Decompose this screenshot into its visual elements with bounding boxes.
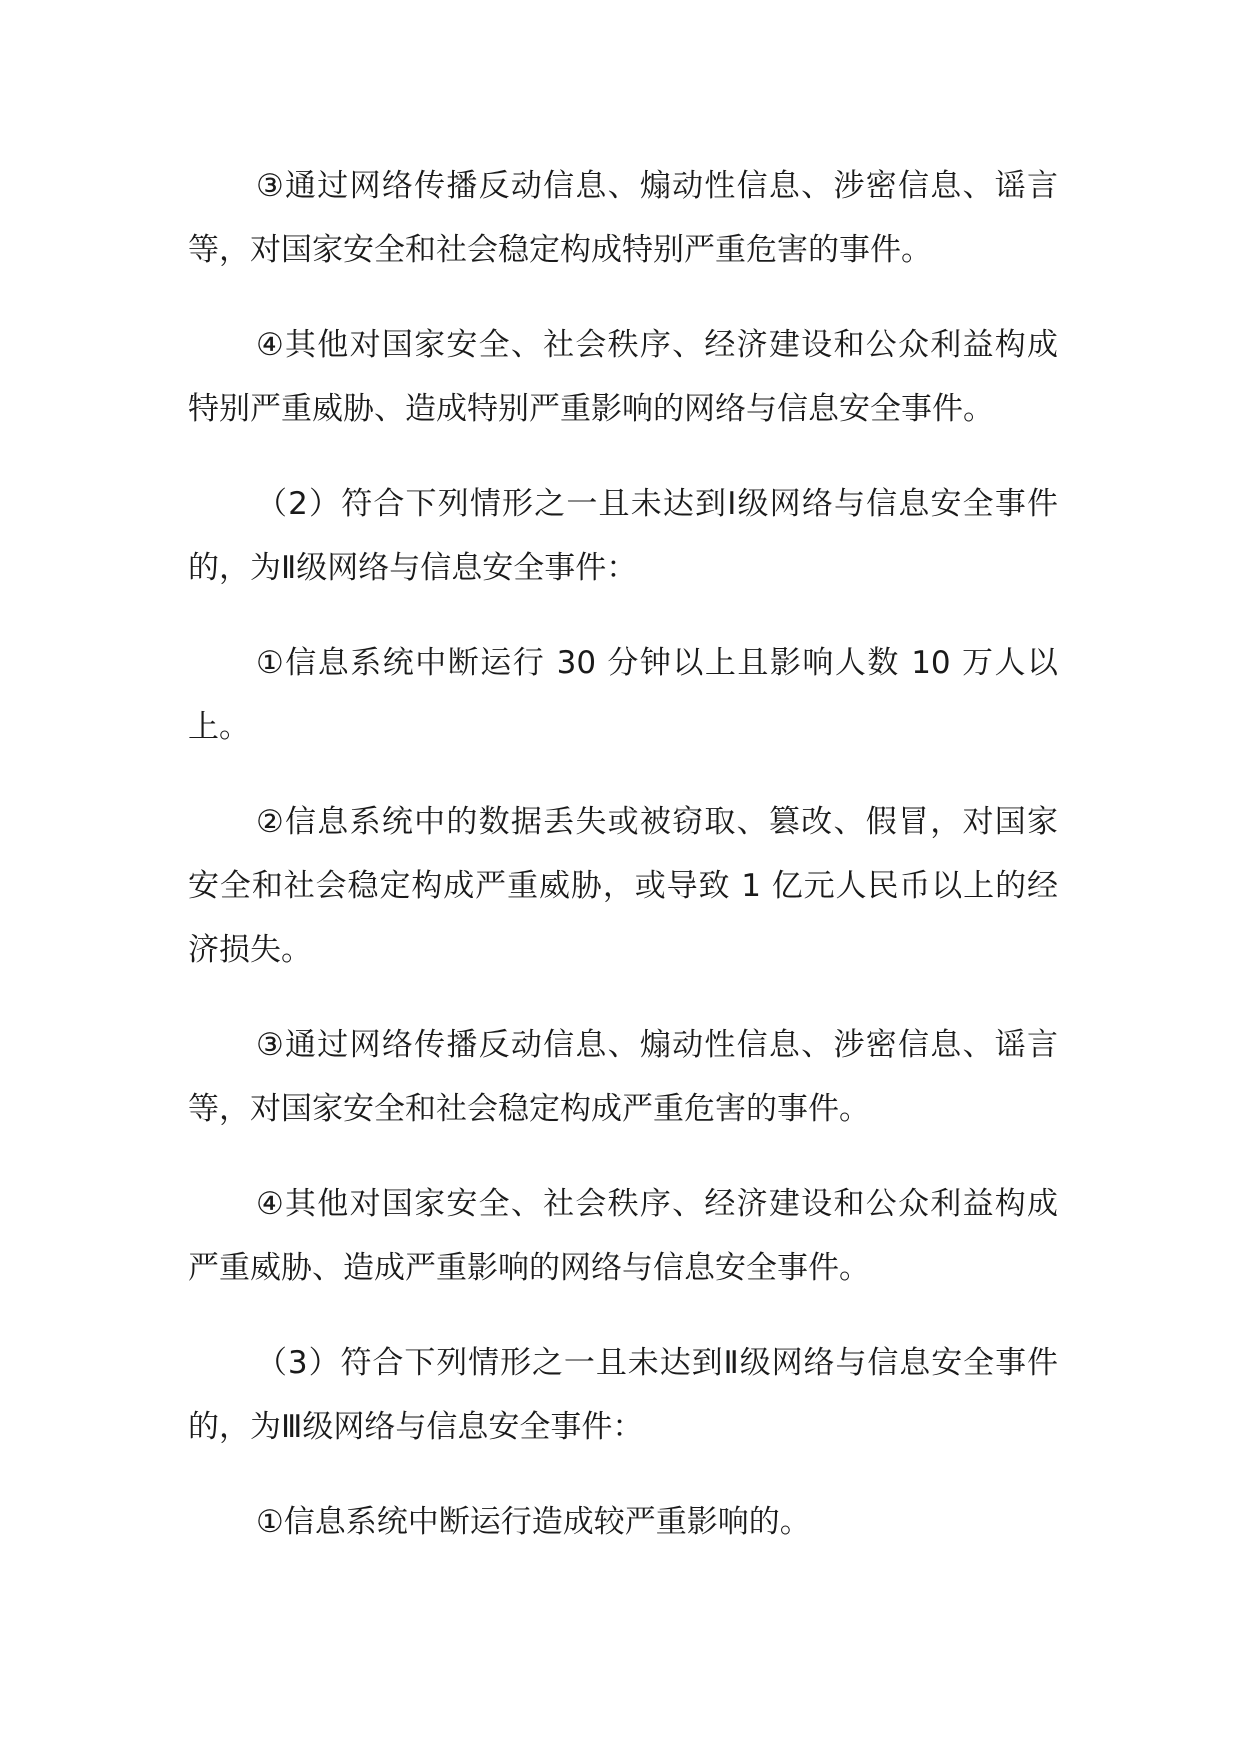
- paragraph-item-3-special: ③通过网络传播反动信息、煽动性信息、涉密信息、谣言等，对国家安全和社会稳定构成特别严重危害的事件。: [188, 168, 1058, 268]
- paragraph-level-2-item-2: ②信息系统中的数据丢失或被窃取、篡改、假冒，对国家安全和社会稳定构成严重威胁，或导致 1 亿元人民币以上的经济损失。: [188, 804, 1058, 968]
- paragraph-level-3-item-1: ①信息系统中断运行造成较严重影响的。: [256, 1504, 811, 1540]
- paragraph-item-4-special: ④其他对国家安全、社会秩序、经济建设和公众利益构成特别严重威胁、造成特别严重影响的网络与信息安全事件。: [188, 327, 1058, 427]
- paragraph-level-2-item-4: ④其他对国家安全、社会秩序、经济建设和公众利益构成严重威胁、造成严重影响的网络与信息安全事件。: [188, 1186, 1058, 1286]
- paragraph-level-2-definition: （2）符合下列情形之一且未达到Ⅰ级网络与信息安全事件的，为Ⅱ级网络与信息安全事件：: [188, 486, 1058, 586]
- paragraph-level-2-item-3: ③通过网络传播反动信息、煽动性信息、涉密信息、谣言等，对国家安全和社会稳定构成严重危害的事件。: [188, 1027, 1058, 1127]
- document-body: [188, 154, 1058, 1585]
- paragraph-level-2-item-1: ①信息系统中断运行 30 分钟以上且影响人数 10 万人以上。: [188, 645, 1058, 745]
- paragraph-level-3-definition: （3）符合下列情形之一且未达到Ⅱ级网络与信息安全事件的，为Ⅲ级网络与信息安全事件：: [188, 1345, 1058, 1445]
